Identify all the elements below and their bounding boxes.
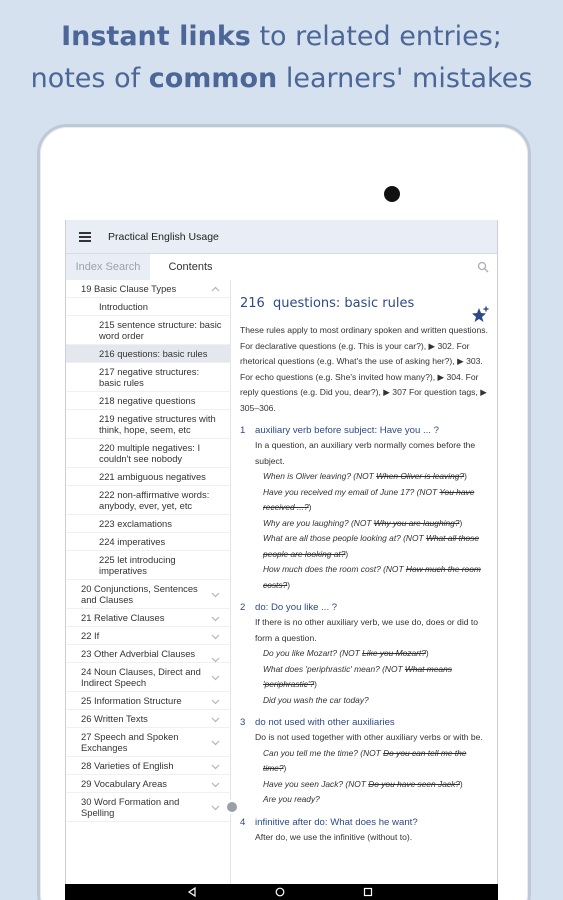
sidebar-item-label: 222 non-affirmative words: anybody, ever, yet, etc (99, 489, 210, 511)
example-text: Can you tell me the time? (NOT (263, 747, 381, 758)
sidebar-item-label: 219 negative structures with think, hope, seem, etc (99, 413, 216, 435)
section-number: 2 (240, 602, 246, 613)
sidebar-section[interactable] (66, 627, 230, 645)
section-heading-text: auxiliary verb before subject: Have you ... ? (255, 425, 439, 436)
sidebar-section[interactable] (66, 728, 230, 757)
sidebar-item[interactable] (66, 345, 230, 363)
search-icon[interactable] (477, 261, 489, 273)
example-sentence (240, 469, 491, 485)
sidebar-item-label: 215 sentence structure: basic word order (99, 319, 222, 341)
entry-intro: These rules apply to most ordinary spoken and written questions. For declarative questions (e.g. This is your car?), ▶ 302. For rhetorical questions (e.g. What's the use of asking her?), ▶ 303. For echo questions (e.g. She's invited how many?), ▶ 304. For reply questions (e.g. Did you, dear?), ▶ 307 For question tags, ▶ 305–306. (240, 325, 488, 413)
chevron-down-icon[interactable] (211, 697, 220, 706)
sidebar-item-label: 22 If (81, 630, 100, 641)
sidebar-item[interactable] (66, 468, 230, 486)
sidebar-item[interactable] (66, 486, 230, 515)
entry-title (240, 296, 491, 311)
section-number: 4 (240, 816, 246, 828)
example-sentence (240, 777, 491, 793)
section-number: 3 (240, 717, 246, 728)
sidebar-item-label: 216 questions: basic rules (99, 348, 208, 359)
android-nav-bar (65, 884, 498, 900)
sidebar-item-label: 23 Other Adverbial Clauses (81, 648, 196, 659)
search-strip (231, 254, 498, 280)
chevron-down-icon[interactable] (211, 803, 220, 812)
sidebar-section[interactable] (66, 793, 230, 822)
sidebar-item-label: 21 Relative Clauses (81, 612, 165, 623)
example-text: Do you like Mozart? (NOT (263, 648, 360, 658)
section-heading (240, 424, 491, 438)
sidebar-item-label: 25 Information Structure (81, 695, 182, 706)
example-sentence (240, 646, 491, 662)
section-heading (240, 601, 491, 615)
chevron-down-icon[interactable] (211, 715, 220, 724)
chevron-down-icon[interactable] (211, 614, 220, 623)
example-text: Have you received my email of June 17? (NOT (263, 486, 438, 497)
sidebar-section[interactable] (66, 710, 230, 728)
example-close: ) (308, 502, 312, 512)
incorrect-example: Like you Mozart? (362, 648, 426, 658)
example-sentence (240, 662, 491, 693)
sidebar-item-label: 27 Speech and Spoken Exchanges (81, 731, 179, 753)
entry-content (231, 280, 498, 885)
example-sentence (240, 693, 491, 709)
sidebar-item[interactable] (66, 363, 230, 392)
sidebar-item-label: 217 negative structures: basic rules (99, 366, 200, 388)
section-heading-text: do not used with other auxiliaries (255, 717, 395, 728)
sidebar-item-label: 221 ambiguous negatives (99, 471, 206, 482)
chevron-down-icon[interactable] (211, 673, 220, 682)
sidebar-section[interactable] (66, 775, 230, 793)
incorrect-example: How much the room costs? (263, 564, 481, 590)
section-paragraph: After do, we use the infinitive (without to). (255, 831, 413, 842)
example-close: ) (345, 548, 349, 559)
sidebar-section[interactable] (66, 692, 230, 710)
section-heading-text: do: Do you like ... ? (255, 602, 338, 613)
sidebar-item[interactable] (66, 533, 230, 551)
sidebar-item-label: 24 Noun Clauses, Direct and Indirect Speech (81, 666, 201, 688)
entry-title-rest: basic rules (340, 296, 415, 311)
entry-number: 216 (240, 296, 265, 311)
example-close: ) (459, 517, 463, 528)
section-heading (240, 816, 491, 830)
entry-title-main: questions: (272, 296, 341, 311)
example-text: Why are you laughing? (NOT (263, 517, 372, 528)
sidebar-section[interactable] (66, 757, 230, 775)
back-icon[interactable] (187, 887, 197, 897)
example-text: How much does the room cost? (NOT (263, 564, 404, 574)
sidebar-item[interactable] (66, 410, 230, 439)
sidebar-item-label: 223 exclamations (99, 518, 172, 529)
chevron-down-icon[interactable] (211, 762, 220, 771)
sidebar-section[interactable] (66, 645, 230, 663)
home-icon[interactable] (275, 887, 285, 897)
app-bar (66, 220, 498, 254)
sidebar-item-label: 20 Conjunctions, Sentences and Clauses (81, 583, 198, 605)
star-add-icon[interactable] (471, 306, 489, 324)
example-text: What does 'periphrastic' mean? (NOT (263, 663, 403, 674)
incorrect-example: When Oliver is leaving? (376, 471, 465, 481)
chevron-down-icon[interactable] (211, 780, 220, 789)
example-sentence (240, 562, 491, 593)
section-paragraph: Do is not used together with other auxiliary verbs or with be. (255, 732, 483, 742)
menu-icon[interactable] (79, 232, 91, 242)
sidebar-item-label: 28 Varieties of English (81, 760, 174, 771)
example-text: What are all those people looking at? (NOT (263, 533, 424, 543)
sidebar-item-label: 26 Written Texts (81, 713, 148, 724)
example-close: ) (464, 471, 467, 481)
incorrect-example: Why you are laughing? (373, 517, 460, 528)
sidebar-item[interactable] (66, 392, 230, 410)
example-text: When is Oliver leaving? (NOT (263, 471, 374, 481)
tab-bar (66, 254, 231, 280)
example-close: ) (287, 579, 291, 590)
section-heading-text: infinitive after do: What does he want? (255, 816, 418, 828)
example-sentence (240, 746, 491, 777)
section-paragraph: In a question, an auxiliary verb normally comes before the subject. (255, 440, 476, 466)
pane-resize-handle[interactable] (225, 800, 239, 814)
sidebar-item-label: 225 let introducing imperatives (99, 554, 176, 576)
promo-headline: Instant links to related entries; notes of common learners' mistakes (30, 21, 533, 94)
sidebar-item-label: 19 Basic Clause Types (81, 283, 177, 294)
sidebar-item[interactable] (66, 515, 230, 533)
chevron-down-icon[interactable] (211, 738, 220, 747)
example-close: ) (459, 778, 463, 789)
example-close: ) (314, 679, 317, 689)
incorrect-example: You have received ...? (263, 486, 475, 512)
section-paragraph: If there is no other auxiliary verb, we use do, does or did to form a question. (255, 617, 479, 643)
example-close: ) (425, 648, 429, 658)
camera-dot (384, 186, 400, 202)
chevron-up-icon[interactable] (211, 285, 220, 294)
app-title: Practical English Usage (108, 231, 219, 243)
sidebar-item-label: 224 imperatives (99, 536, 166, 547)
incorrect-example: What all those people are looking at? (263, 533, 480, 559)
example-text: Are you ready? (263, 794, 320, 804)
sidebar-item-label: Introduction (99, 301, 148, 312)
contents-sidebar (66, 280, 231, 885)
section-heading (240, 716, 491, 730)
tab-contents[interactable]: Contents (150, 254, 231, 280)
sidebar-item-label: 220 multiple negatives: I couldn't see nobody (99, 442, 201, 464)
chevron-down-icon[interactable] (211, 590, 220, 599)
example-sentence (240, 792, 491, 808)
tab-index-search[interactable]: Index Search (75, 261, 141, 273)
sidebar-item-label: 30 Word Formation and Spelling (81, 796, 180, 818)
sidebar-section[interactable] (66, 280, 230, 298)
example-sentence (240, 485, 491, 516)
sidebar-section[interactable] (66, 580, 230, 609)
sidebar-item-label: 218 negative questions (99, 395, 196, 406)
sidebar-item[interactable] (66, 316, 230, 345)
incorrect-example: Do you have seen Jack? (368, 778, 460, 789)
example-sentence (240, 516, 491, 532)
chevron-down-icon[interactable] (211, 632, 220, 641)
incorrect-example: Do you can tell me the time? (263, 747, 467, 773)
sidebar-section[interactable] (66, 663, 230, 692)
section-number: 1 (240, 425, 246, 436)
sidebar-section[interactable] (66, 609, 230, 627)
example-text: Did you wash the car today? (263, 694, 369, 705)
example-close: ) (283, 763, 287, 773)
sidebar-item[interactable] (66, 551, 230, 580)
incorrect-example: What means 'periphrastic'? (263, 663, 452, 689)
example-text: Have you seen Jack? (NOT (263, 778, 366, 789)
example-sentence (240, 531, 491, 562)
app-screen (65, 220, 498, 900)
entry-sections (240, 424, 491, 845)
sidebar-item-label: 29 Vocabulary Areas (81, 778, 167, 789)
recents-icon[interactable] (363, 887, 373, 897)
sidebar-item[interactable] (66, 298, 230, 316)
sidebar-item[interactable] (66, 439, 230, 468)
